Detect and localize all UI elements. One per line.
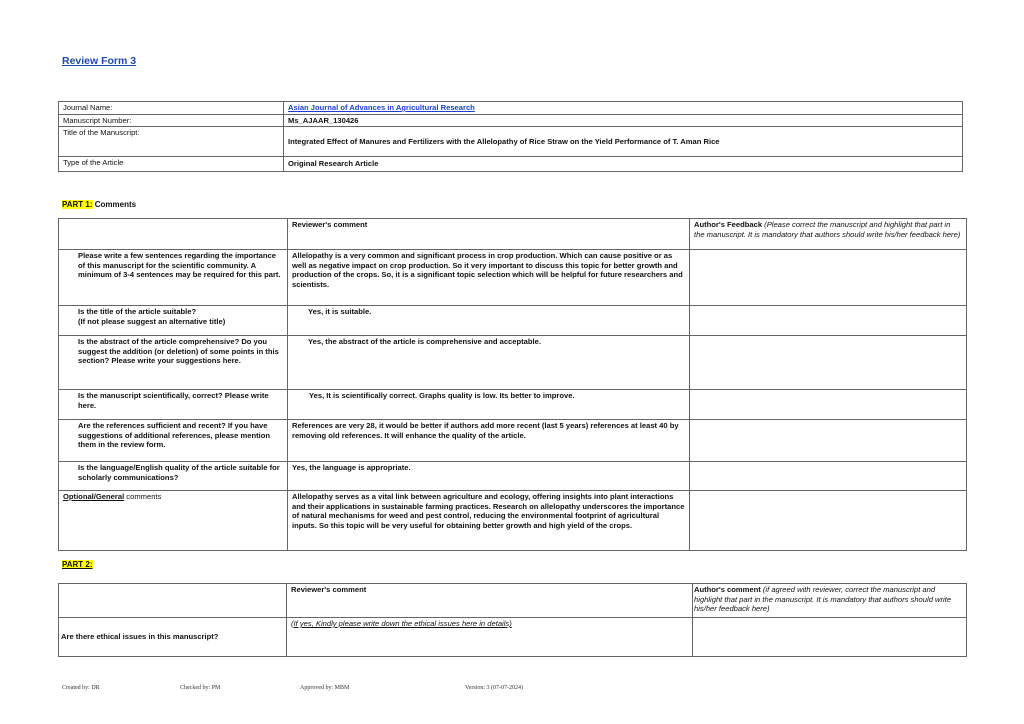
- question-title: Is the title of the article suitable? (If not please suggest an alternative title): [59, 306, 288, 336]
- author-feedback-cell[interactable]: [690, 462, 967, 491]
- footer-created-by: Created by: DR: [62, 685, 100, 691]
- question-language: Is the language/English quality of the article suitable for scholarly communications?: [59, 462, 288, 491]
- author-feedback-cell[interactable]: [690, 250, 967, 306]
- author-feedback-cell[interactable]: [690, 336, 967, 390]
- comments-label: comments: [124, 492, 162, 501]
- part1-heading-text: Comments: [92, 200, 137, 209]
- author-feedback-cell[interactable]: [690, 306, 967, 336]
- part2-heading-highlight: PART 2:: [62, 560, 93, 569]
- reviewer-comment[interactable]: Allelopathy is a very common and significant process in crop production. Which can cause positive or as well as negative impact on crop production. So it very important to discuss this topic for better growth and production of the crops. So, it is a significant topic selection which will be helpful for future researchers and scientists.: [288, 250, 690, 306]
- question-scientific: Is the manuscript scientifically, correct? Please write here.: [59, 390, 288, 420]
- reviewer-comment[interactable]: References are very 28, it would be better if authors add more recent (last 5 years) references at least 40 by removing old references. It will enhance the quality of the article.: [288, 420, 690, 462]
- table-row: [59, 618, 967, 657]
- table-row: [59, 336, 967, 390]
- part1-comments-table: [58, 218, 967, 551]
- table-row: [59, 462, 967, 491]
- ethics-reviewer-comment[interactable]: (If yes, Kindly please write down the ethical issues here in details): [287, 618, 693, 657]
- question-references: Are the references sufficient and recent? If you have suggestions of additional references, please mention them in the review form.: [59, 420, 288, 462]
- reviewer-comment[interactable]: Yes, It is scientifically correct. Graphs quality is low. Its better to improve.: [288, 390, 690, 420]
- author-comment-cell[interactable]: [693, 618, 967, 657]
- reviewer-comment-header: Reviewer's comment: [287, 584, 693, 618]
- part2-heading: [62, 560, 93, 569]
- table-row: [59, 390, 967, 420]
- reviewer-comment[interactable]: Yes, the abstract of the article is comprehensive and acceptable.: [288, 336, 690, 390]
- empty-header-cell: [59, 584, 287, 618]
- form-title: Review Form 3: [62, 55, 137, 67]
- table-row: [59, 250, 967, 306]
- article-type-value: Original Research Article: [284, 157, 963, 172]
- author-feedback-note: (Please correct the manuscript and highlight that part in the manuscript. It is mandatory that authors should write his/her feedback here): [694, 220, 961, 239]
- table-row: [59, 491, 967, 551]
- footer-version: Version: 3 (07-07-2024): [465, 685, 523, 691]
- optional-comments-label: [59, 491, 288, 551]
- journal-name-label: Journal Name:: [59, 102, 284, 115]
- footer-checked-by: Checked by: PM: [180, 685, 221, 691]
- reviewer-comment-header: Reviewer's comment: [288, 219, 690, 250]
- part2-ethics-table: [58, 583, 967, 657]
- author-feedback-header: [690, 219, 967, 250]
- optional-general-label: Optional/General: [63, 492, 125, 501]
- reviewer-comment[interactable]: Yes, the language is appropriate.: [288, 462, 690, 491]
- question-abstract: Is the abstract of the article comprehensive? Do you suggest the addition (or deletion) of some points in this section? Please write your suggestions here.: [59, 336, 288, 390]
- author-feedback-cell[interactable]: [690, 491, 967, 551]
- author-feedback-cell[interactable]: [690, 420, 967, 462]
- optional-comment[interactable]: Allelopathy serves as a vital link between agriculture and ecology, offering insights into plant interactions and their applications in sustainable farming practices. Research on allelopathy underscores the importance of natural mechanisms for weed and pest control, reducing the environmental footprint of agricultural inputs. So this topic will be very useful for obtaining better growth and high yield of the crops.: [288, 491, 690, 551]
- reviewer-comment[interactable]: Yes, it is suitable.: [288, 306, 690, 336]
- manuscript-title-label: Title of the Manuscript:: [59, 127, 284, 157]
- manuscript-number-label: Manuscript Number:: [59, 114, 284, 127]
- author-feedback-cell[interactable]: [690, 390, 967, 420]
- manuscript-number-value: Ms_AJAAR_130426: [284, 114, 963, 127]
- author-comment-title: Author's comment: [694, 585, 761, 594]
- manuscript-info-table: [58, 101, 963, 172]
- part1-heading: [62, 200, 136, 209]
- table-row: [59, 420, 967, 462]
- author-feedback-title: Author's Feedback: [694, 220, 763, 229]
- author-comment-header: [693, 584, 967, 618]
- question-importance: Please write a few sentences regarding the importance of this manuscript for the scientific community. A minimum of 3-4 sentences may be required for this part.: [59, 250, 288, 306]
- manuscript-title-value: Integrated Effect of Manures and Fertilizers with the Allelopathy of Rice Straw on the Yield Performance of T. Aman Rice: [284, 127, 963, 157]
- journal-name-link[interactable]: Asian Journal of Advances in Agricultural Research: [288, 103, 475, 112]
- empty-header-cell: [59, 219, 288, 250]
- footer-approved-by: Approved by: MBM: [300, 685, 350, 691]
- part1-heading-highlight: PART 1:: [62, 200, 93, 209]
- question-ethics: Are there ethical issues in this manuscript?: [59, 618, 287, 657]
- article-type-label: Type of the Article: [59, 157, 284, 172]
- author-comment-note: (if agreed with reviewer, correct the manuscript and highlight that part in the manuscript. It is mandatory that authors should write his/her feedback here): [694, 585, 952, 613]
- table-row: [59, 306, 967, 336]
